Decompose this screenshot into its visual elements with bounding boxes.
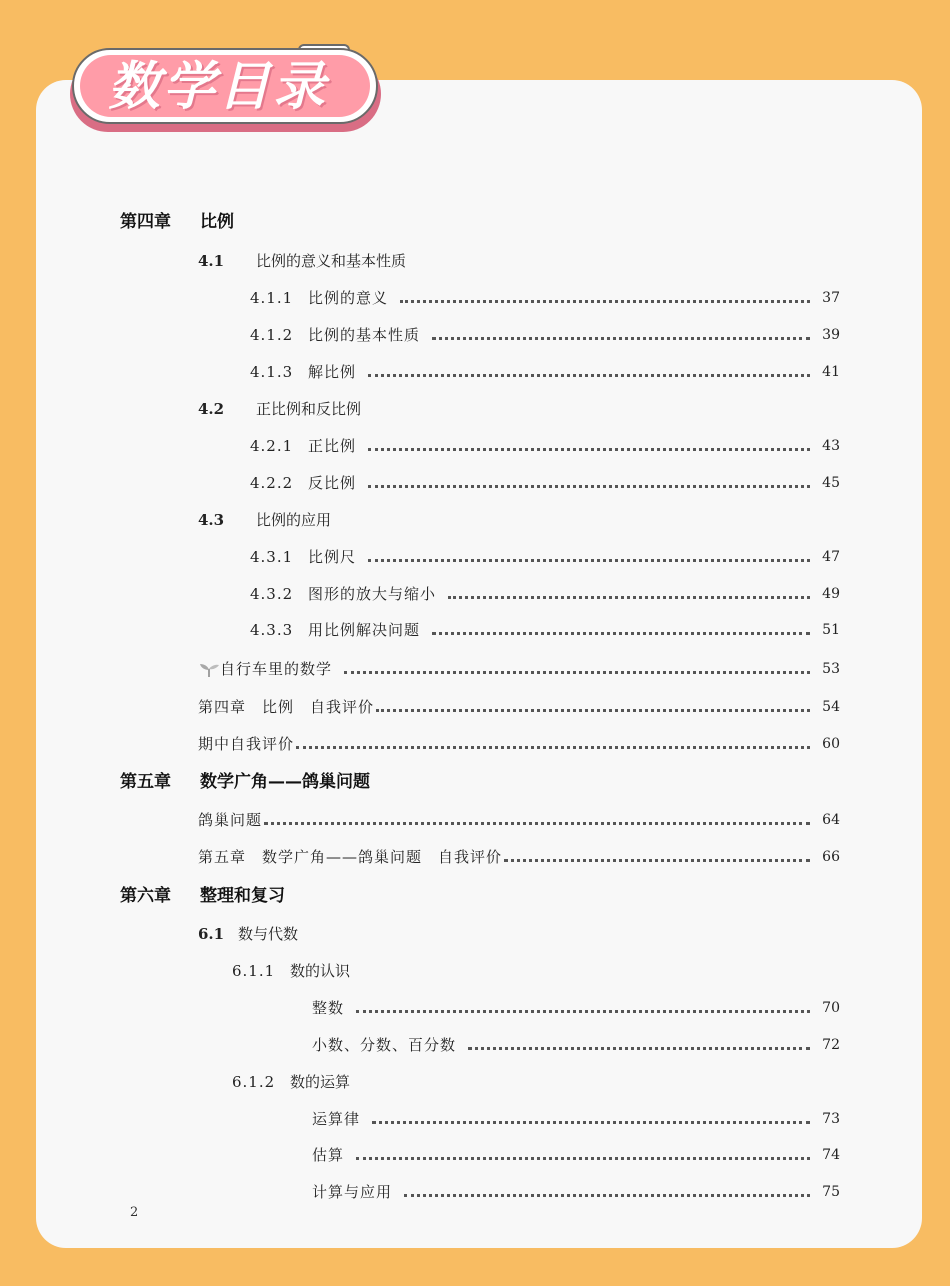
page-ref: 72	[822, 1037, 840, 1053]
chapter-6-heading[interactable]	[120, 882, 285, 910]
page-ref: 47	[822, 549, 840, 565]
section-number: 4.3	[198, 511, 225, 529]
toc-entry-estimation[interactable]	[312, 1141, 840, 1169]
toc-entry-calculation[interactable]	[312, 1178, 840, 1206]
subsection-number: 6.1.1	[232, 962, 276, 980]
entry-title: 图形的放大与缩小	[308, 585, 437, 603]
dot-leader	[356, 1155, 810, 1160]
page-ref: 66	[822, 849, 840, 865]
entry-number: 4.2.2	[250, 474, 294, 492]
page-ref: 64	[822, 812, 840, 828]
chapter-4-heading[interactable]	[120, 208, 234, 236]
entry-title: 第五章 数学广角——鸽巢问题 自我评价	[198, 848, 503, 866]
toc-entry-midterm[interactable]	[198, 730, 840, 758]
subsection-number: 6.1.2	[232, 1073, 276, 1091]
chapter-title: 比例	[200, 212, 234, 232]
entry-number: 4.3.3	[250, 621, 294, 639]
chapter-label: 第四章	[120, 212, 171, 232]
dot-leader	[344, 669, 810, 674]
chapter-label: 第五章	[120, 772, 171, 792]
toc-entry-4-2-1[interactable]	[250, 432, 840, 460]
page-ref: 75	[822, 1184, 840, 1200]
section-number: 4.2	[198, 400, 225, 418]
entry-number: 4.1.3	[250, 363, 294, 381]
entry-title: 估算	[312, 1146, 345, 1164]
section-4-1[interactable]	[198, 247, 406, 275]
page-ref: 70	[822, 1000, 840, 1016]
entry-title: 整数	[312, 999, 345, 1017]
page-ref: 53	[822, 661, 840, 677]
entry-number: 4.2.1	[250, 437, 294, 455]
section-title: 正比例和反比例	[256, 400, 362, 418]
entry-number: 4.3.2	[250, 585, 294, 603]
page-ref: 49	[822, 586, 840, 602]
section-title: 比例的意义和基本性质	[256, 252, 407, 270]
entry-title: 比例的意义	[308, 289, 389, 307]
chapter-title: 数学广角——鸽巢问题	[200, 772, 370, 792]
toc-entry-4-3-2[interactable]	[250, 580, 840, 608]
page-ref: 39	[822, 327, 840, 343]
subsection-title: 数的认识	[290, 962, 351, 980]
entry-number: 4.1.2	[250, 326, 294, 344]
section-title: 数与代数	[238, 925, 299, 943]
toc-entry-4-3-1[interactable]	[250, 543, 840, 571]
section-4-2[interactable]	[198, 395, 361, 423]
toc-entry-ch5-review[interactable]	[198, 843, 840, 871]
page-title: 数学目录	[108, 57, 329, 117]
page-ref: 60	[822, 736, 840, 752]
dot-leader	[400, 298, 810, 303]
dot-leader	[432, 630, 810, 635]
page-ref: 37	[822, 290, 840, 306]
dot-leader	[356, 1008, 810, 1013]
dot-leader	[448, 594, 810, 599]
entry-title: 期中自我评价	[198, 735, 295, 753]
toc-entry-operation-laws[interactable]	[312, 1105, 840, 1133]
section-number: 4.1	[198, 252, 225, 270]
subsection-6-1-2[interactable]	[232, 1068, 350, 1096]
page-ref: 41	[822, 364, 840, 380]
dot-leader	[368, 446, 810, 451]
entry-title: 鸽巢问题	[198, 811, 263, 829]
page-ref: 74	[822, 1147, 840, 1163]
entry-title: 比例的基本性质	[308, 326, 421, 344]
toc-entry-ch4-review[interactable]	[198, 693, 840, 721]
page-ref: 54	[822, 699, 840, 715]
dot-leader	[504, 857, 810, 862]
entry-title: 小数、分数、百分数	[312, 1036, 457, 1054]
dot-leader	[404, 1192, 810, 1197]
dot-leader	[376, 707, 810, 712]
dot-leader	[368, 557, 810, 562]
toc-entry-4-1-2[interactable]	[250, 321, 840, 349]
entry-number: 4.3.1	[250, 548, 294, 566]
entry-title: 第四章 比例 自我评价	[198, 698, 375, 716]
toc-entry-decimals-fractions[interactable]	[312, 1031, 840, 1059]
entry-title: 自行车里的数学	[220, 660, 333, 678]
section-number: 6.1	[198, 925, 225, 943]
section-6-1[interactable]	[198, 920, 298, 948]
entry-title: 比例尺	[308, 548, 357, 566]
dot-leader	[368, 372, 810, 377]
dot-leader	[468, 1045, 810, 1050]
toc-entry-bike-math[interactable]	[198, 655, 840, 683]
dot-leader	[264, 820, 810, 825]
toc-entry-integers[interactable]	[312, 994, 840, 1022]
dot-leader	[368, 483, 810, 488]
page-ref: 43	[822, 438, 840, 454]
section-4-3[interactable]	[198, 506, 331, 534]
entry-title: 用比例解决问题	[308, 621, 421, 639]
toc-entry-4-1-1[interactable]	[250, 284, 840, 312]
sprout-icon	[198, 660, 220, 678]
chapter-5-heading[interactable]	[120, 768, 370, 796]
entry-title: 计算与应用	[312, 1183, 393, 1201]
chapter-label: 第六章	[120, 886, 171, 906]
entry-title: 运算律	[312, 1110, 361, 1128]
subsection-title: 数的运算	[290, 1073, 351, 1091]
entry-title: 正比例	[308, 437, 357, 455]
page-ref: 73	[822, 1111, 840, 1127]
dot-leader	[296, 744, 810, 749]
page-number: 2	[130, 1205, 139, 1220]
section-title: 比例的应用	[256, 511, 332, 529]
dot-leader	[372, 1119, 810, 1124]
chapter-title: 整理和复习	[200, 886, 285, 906]
entry-title: 解比例	[308, 363, 357, 381]
entry-number: 4.1.1	[250, 289, 294, 307]
toc-entry-4-3-3[interactable]	[250, 616, 840, 644]
page-ref: 51	[822, 622, 840, 638]
toc-entry-pigeonhole[interactable]	[198, 806, 840, 834]
toc-entry-4-2-2[interactable]	[250, 469, 840, 497]
toc-entry-4-1-3[interactable]	[250, 358, 840, 386]
subsection-6-1-1[interactable]	[232, 957, 350, 985]
dot-leader	[432, 335, 810, 340]
page-ref: 45	[822, 475, 840, 491]
entry-title: 反比例	[308, 474, 357, 492]
